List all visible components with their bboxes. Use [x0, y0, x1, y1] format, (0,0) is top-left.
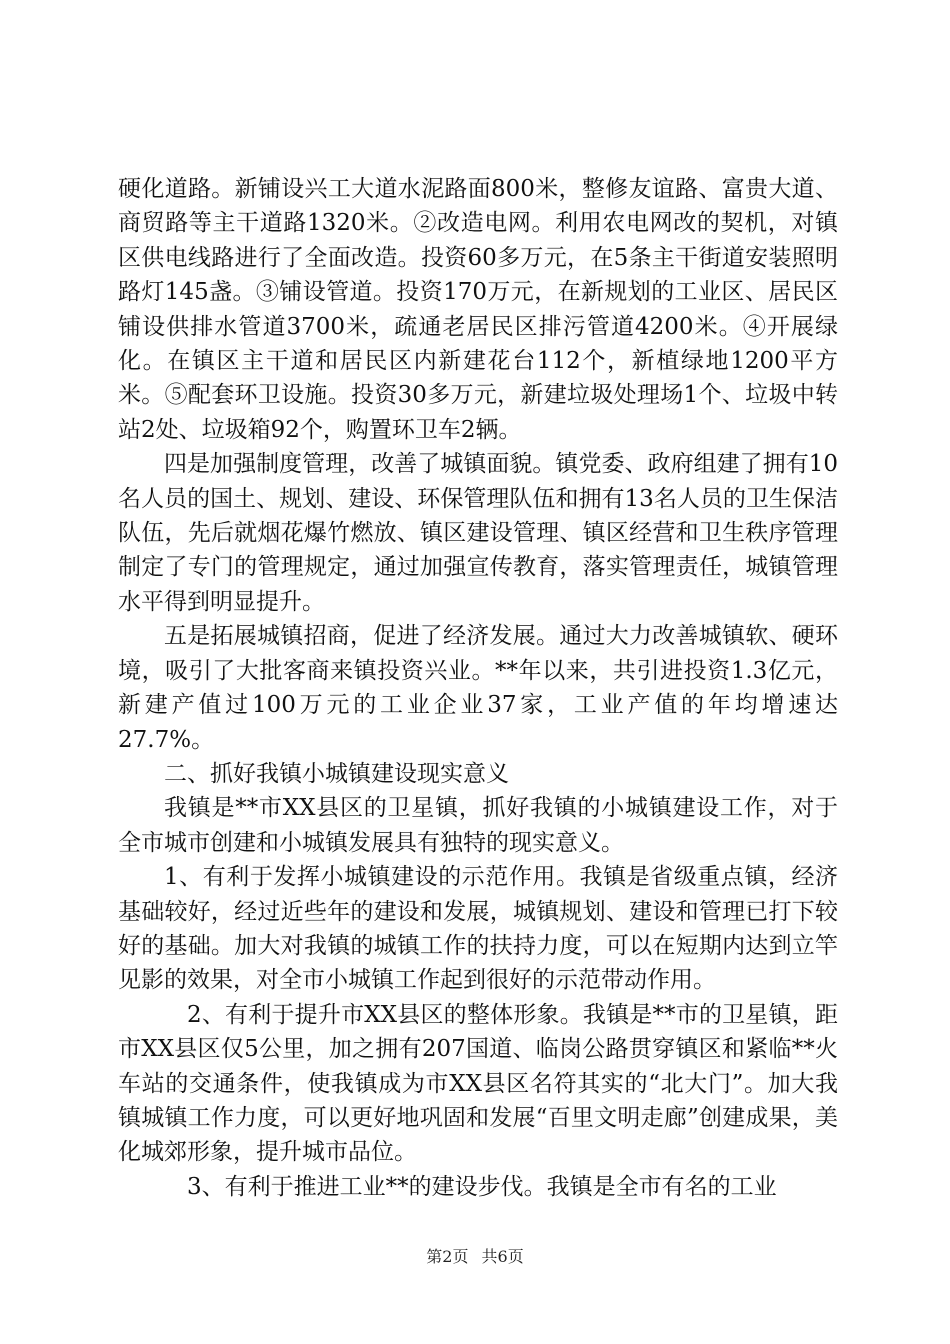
paragraph-point-3: 3、有利于推进工业**的建设步伐。我镇是全市有名的工业 [187, 1173, 777, 1200]
page-number: 第2页 [426, 1247, 469, 1266]
paragraph-infrastructure: 硬化道路。新铺设兴工大道水泥路面800米，整修友谊路、富贵大道、商贸路等主干道路1320米。②改造电网。利用农电网改的契机，对镇区供电线路进行了全面改造。投资60多万元，在5条主干街道安装照明路灯145盏。③铺设管道。投资170万元，在新规划的工业区、居民区铺设供排水管道3700米，疏通老居民区排污管道4200米。④开展绿化。在镇区主干道和居民区内新建花台112个，新植绿地1200平方米。⑤配套环卫设施。投资30多万元，新建垃圾处理场1个、垃圾中转站2处、垃圾箱92个，购置环卫车2辆。 [118, 176, 838, 443]
document-body [118, 172, 838, 1204]
paragraph-point-2: 2、有利于提升市XX县区的整体形象。我镇是**市的卫星镇，距市XX县区仅5公里，加之拥有207国道、临岗公路贯穿镇区和紧临**火车站的交通条件，使我镇成为市XX县区名符其实的“北大门”。加大我镇城镇工作力度，可以更好地巩固和发展“百里文明走廊”创建成果，美化城郊形象，提升城市品位。 [118, 1001, 838, 1166]
paragraph-investment: 五是拓展城镇招商，促进了经济发展。通过大力改善城镇软、硬环境，吸引了大批客商来镇投资兴业。**年以来，共引进投资1.3亿元，新建产值过100万元的工业企业37家，工业产值的年均增速达27.7%。 [118, 623, 838, 753]
paragraph-significance-intro: 我镇是**市XX县区的卫星镇，抓好我镇的小城镇建设工作，对于全市城市创建和小城镇发展具有独特的现实意义。 [118, 795, 838, 856]
paragraph-point-1: 1、有利于发挥小城镇建设的示范作用。我镇是省级重点镇，经济基础较好，经过近些年的建设和发展，城镇规划、建设和管理已打下较好的基础。加大对我镇的城镇工作的扶持力度，可以在短期内达到立竿见影的效果，对全市小城镇工作起到很好的示范带动作用。 [118, 864, 838, 994]
paragraph-management: 四是加强制度管理，改善了城镇面貌。镇党委、政府组建了拥有10名人员的国土、规划、建设、环保管理队伍和拥有13名人员的卫生保洁队伍，先后就烟花爆竹燃放、镇区建设管理、镇区经营和卫生秩序管理制定了专门的管理规定，通过加强宣传教育，落实管理责任，城镇管理水平得到明显提升。 [118, 451, 838, 615]
section-heading: 二、抓好我镇小城镇建设现实意义 [164, 760, 509, 787]
page-footer [0, 1244, 950, 1267]
page-total: 共6页 [481, 1247, 524, 1266]
